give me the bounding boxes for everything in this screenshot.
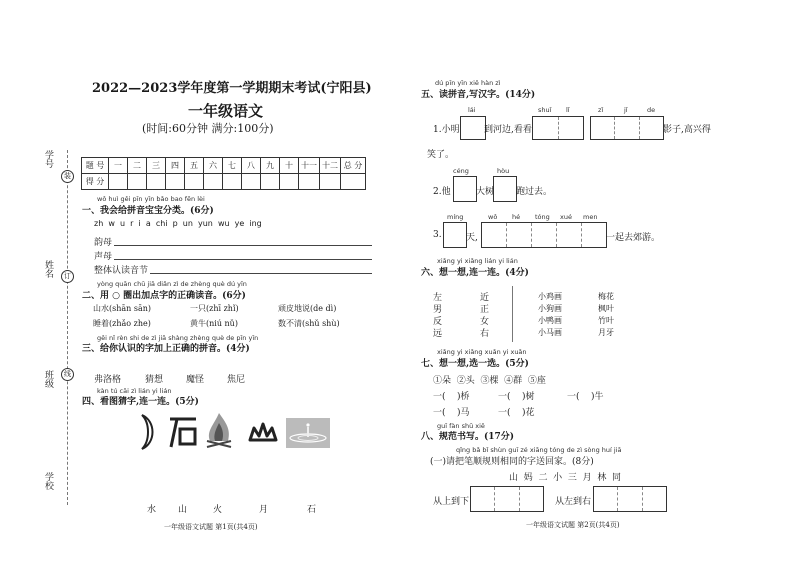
q8-sub-pinyin: qǐng bǎ bǐ shùn guī zé xiāng tóng de zì sòng huí jiā [456, 446, 622, 454]
q7-title: 七、想一想,选一选。(5分) [421, 359, 529, 369]
q7-options: ①朵 ②头 ③棵 ④群 ⑤座 [433, 376, 546, 386]
score-col-total: 总 分 [341, 158, 366, 174]
score-row-label: 得 分 [82, 174, 109, 190]
q6-divider [512, 286, 513, 342]
binding-circle-xian: 线 [61, 368, 74, 381]
q7-blank[interactable]: 一( )牛 [567, 392, 604, 402]
q5-s3-pinyin: xué [560, 213, 572, 221]
score-col: 十二 [320, 158, 341, 174]
score-cell[interactable] [299, 174, 320, 190]
q5-s3-text: 一起去郊游。 [606, 233, 661, 243]
q5-s3-text: 天, [466, 233, 478, 243]
q2-item[interactable]: 顽皮地说(de dì) [278, 304, 337, 313]
moon-icon[interactable] [136, 413, 158, 451]
score-col: 五 [185, 158, 204, 174]
q5-s1-pinyin: shuǐ [538, 106, 552, 114]
score-cell[interactable] [204, 174, 223, 190]
q2-item[interactable]: 睡着(zhǎo zhe) [93, 319, 151, 328]
q6-word[interactable]: 枫叶 [598, 304, 614, 313]
q2-title: 二、用 ○ 圈出加点字的正确读音。(6分) [82, 291, 246, 301]
q6-word[interactable]: 左 [433, 293, 443, 303]
margin-label-school: 学校 [43, 472, 53, 490]
water-splash-icon[interactable] [286, 418, 330, 448]
q5-s2-grid-b[interactable] [493, 176, 517, 202]
q1-row-whole-syllables: 整体认读音节 [94, 266, 149, 276]
q5-s3-pinyin: men [583, 213, 598, 221]
score-table [81, 157, 366, 190]
score-col: 十一 [299, 158, 320, 174]
q2-item[interactable]: 黄牛(niú nǔ) [190, 319, 238, 328]
q1-row-initials: 声母 [94, 252, 113, 262]
stone-glyph-icon[interactable] [167, 415, 199, 449]
q5-s2-text: 跑过去。 [516, 187, 553, 197]
q6-word[interactable]: 小马画 [538, 328, 562, 337]
q5-s3-text: 3. [433, 230, 442, 240]
q5-s3-pinyin: wǒ [488, 213, 498, 221]
q1-row-finals: 韵母 [94, 238, 113, 248]
q3-title: 三、给你认识的字加上正确的拼音。(4分) [82, 344, 250, 354]
q7-blank[interactable]: 一( )树 [498, 392, 535, 402]
q5-s2-pinyin: hòu [497, 167, 510, 175]
q5-s3-grid-b[interactable] [481, 222, 607, 248]
binding-line [67, 150, 68, 505]
q4-char[interactable]: 石 [307, 505, 317, 515]
q5-s2-grid-a[interactable] [453, 176, 477, 202]
q5-s3-pinyin: míng [447, 213, 464, 221]
q4-char[interactable]: 山 [178, 505, 188, 515]
score-cell[interactable] [320, 174, 341, 190]
q6-word[interactable]: 近 [480, 293, 490, 303]
q5-s1-pinyin: zǐ [598, 106, 604, 114]
score-col: 九 [261, 158, 280, 174]
q7-pinyin: xiǎng yi xiǎng xuǎn yi xuǎn [437, 348, 527, 356]
q8-home-label: 从上到下 [433, 497, 470, 507]
q5-s1-text: 笑了。 [427, 150, 455, 160]
q5-s1-grid-c[interactable] [590, 116, 664, 140]
time-info: (时间:60分钟 满分:100分) [142, 122, 274, 135]
q2-item[interactable]: 山水(shān sān) [93, 304, 151, 313]
q3-pinyin: gěi nǐ rèn shi de zì jiā shàng zhèng què de pīn yīn [97, 334, 259, 342]
score-cell[interactable] [280, 174, 299, 190]
q5-s2-text: 2.他 [433, 187, 451, 197]
footer-left: 一年级语文试题 第1页(共4页) [164, 523, 258, 531]
q8-home-grid-2[interactable] [593, 486, 667, 512]
mountain-glyph-icon[interactable] [246, 420, 280, 446]
q4-char[interactable]: 水 [147, 505, 157, 515]
fire-icon[interactable] [204, 411, 234, 451]
q6-word[interactable]: 小鸡画 [538, 292, 562, 301]
q1-answer-line-finals[interactable] [114, 245, 372, 246]
q1-pinyin: wǒ huì gěi pīn yīn bǎo bao fēn lèi [97, 195, 205, 203]
q6-word[interactable]: 反 [433, 317, 443, 327]
q1-answer-line-initials[interactable] [114, 259, 372, 260]
q4-pinyin: kàn tú cāi zì lián yi lián [97, 387, 172, 395]
q4-char[interactable]: 月 [259, 505, 269, 515]
margin-label-student-id: 学号 [43, 150, 53, 168]
score-col: 四 [166, 158, 185, 174]
binding-circle-ding: 订 [61, 270, 74, 283]
score-col: 十 [280, 158, 299, 174]
q4-title: 四、看图猜字,连一连。(5分) [82, 397, 199, 407]
q5-s1-pinyin: lǐ [566, 106, 570, 114]
q6-word[interactable]: 月牙 [598, 328, 614, 337]
q6-word[interactable]: 男 [433, 305, 443, 315]
q6-word[interactable]: 女 [480, 317, 490, 327]
q2-item[interactable]: 一只(zhī zhǐ) [190, 304, 239, 313]
q4-char[interactable]: 火 [213, 505, 223, 515]
score-col: 一 [109, 158, 128, 174]
q8-sub-title: (一)请把笔顺规则相同的字送回家。(8分) [430, 457, 594, 467]
q8-chars: 山 妈 二 小 三 月 林 同 [509, 473, 622, 483]
q5-s1-pinyin: de [647, 106, 656, 114]
q5-title: 五、读拼音,写汉字。(14分) [421, 90, 536, 100]
q5-s1-text: 影子,高兴得 [663, 125, 711, 135]
q3-word[interactable]: 猜想 [145, 375, 164, 385]
q5-pinyin: dú pīn yīn xiě hàn zì [435, 79, 501, 87]
score-row-label: 题 号 [82, 158, 109, 174]
q1-answer-line-whole-syllables[interactable] [150, 273, 372, 274]
score-cell[interactable] [242, 174, 261, 190]
q8-title: 八、规范书写。(17分) [421, 432, 515, 442]
q6-word[interactable]: 竹叶 [598, 316, 614, 325]
score-cell[interactable] [223, 174, 242, 190]
q6-word[interactable]: 远 [433, 329, 443, 339]
score-cell[interactable] [261, 174, 280, 190]
q6-title: 六、想一想,连一连。(4分) [421, 268, 529, 278]
q7-blank[interactable]: 一( )马 [433, 408, 470, 418]
score-col: 八 [242, 158, 261, 174]
score-cell[interactable] [147, 174, 166, 190]
score-cell[interactable] [128, 174, 147, 190]
q5-s1-pinyin: jǐ [624, 106, 628, 114]
q2-item[interactable]: 数不清(shǔ shù) [278, 319, 340, 328]
score-col: 六 [204, 158, 223, 174]
footer-right: 一年级语文试题 第2页(共4页) [526, 521, 620, 529]
margin-label-name: 姓名 [43, 260, 53, 278]
score-col: 三 [147, 158, 166, 174]
score-col: 二 [128, 158, 147, 174]
q3-word[interactable]: 弗洛格 [94, 375, 122, 385]
score-col: 七 [223, 158, 242, 174]
score-cell[interactable] [109, 174, 128, 190]
margin-label-class: 班级 [43, 370, 53, 388]
subject-title: 一年级语文 [188, 102, 264, 120]
q5-s2-text: 大树 [476, 187, 495, 197]
q5-s1-text: 1.小明 [433, 125, 460, 135]
q8-pinyin: guī fàn shū xiě [437, 422, 485, 430]
q2-pinyin: yòng quān chū jiā diǎn zì de zhèng què dú yīn [97, 280, 247, 288]
q6-word[interactable]: 小狗画 [538, 304, 562, 313]
q5-s3-grid-a[interactable] [443, 222, 467, 248]
q5-s2-pinyin: céng [453, 167, 469, 175]
q5-s1-grid-b[interactable] [532, 116, 584, 140]
q6-word[interactable]: 梅花 [598, 292, 614, 301]
exam-title: 2022—2023学年度第一学期期末考试(宁阳县) [92, 81, 372, 96]
score-cell[interactable] [185, 174, 204, 190]
q1-letters: zh w u r i a chi p un yun wu ye ing [94, 219, 262, 228]
q7-blank[interactable]: 一( )桥 [433, 392, 470, 402]
q5-s1-pinyin: lái [468, 106, 476, 114]
q6-pinyin: xiǎng yi xiǎng lián yi lián [437, 257, 518, 265]
q8-home-label: 从左到右 [555, 497, 592, 507]
q5-s1-text: 到河边,看看 [484, 125, 532, 135]
binding-circle-zhuang: 装 [61, 170, 74, 183]
q3-word[interactable]: 焦尼 [227, 375, 246, 385]
score-cell[interactable] [166, 174, 185, 190]
q7-blank[interactable]: 一( )花 [498, 408, 535, 418]
q5-s3-pinyin: hé [512, 213, 521, 221]
q6-word[interactable]: 小鸭画 [538, 316, 562, 325]
q6-word[interactable]: 右 [480, 329, 490, 339]
q3-word[interactable]: 魔怪 [186, 375, 205, 385]
q5-s1-grid-a[interactable] [460, 116, 486, 140]
q5-s3-pinyin: tóng [535, 213, 550, 221]
q1-title: 一、我会给拼音宝宝分类。(6分) [82, 206, 214, 216]
score-cell[interactable] [341, 174, 366, 190]
q6-word[interactable]: 正 [480, 305, 490, 315]
q8-home-grid-1[interactable] [470, 486, 544, 512]
